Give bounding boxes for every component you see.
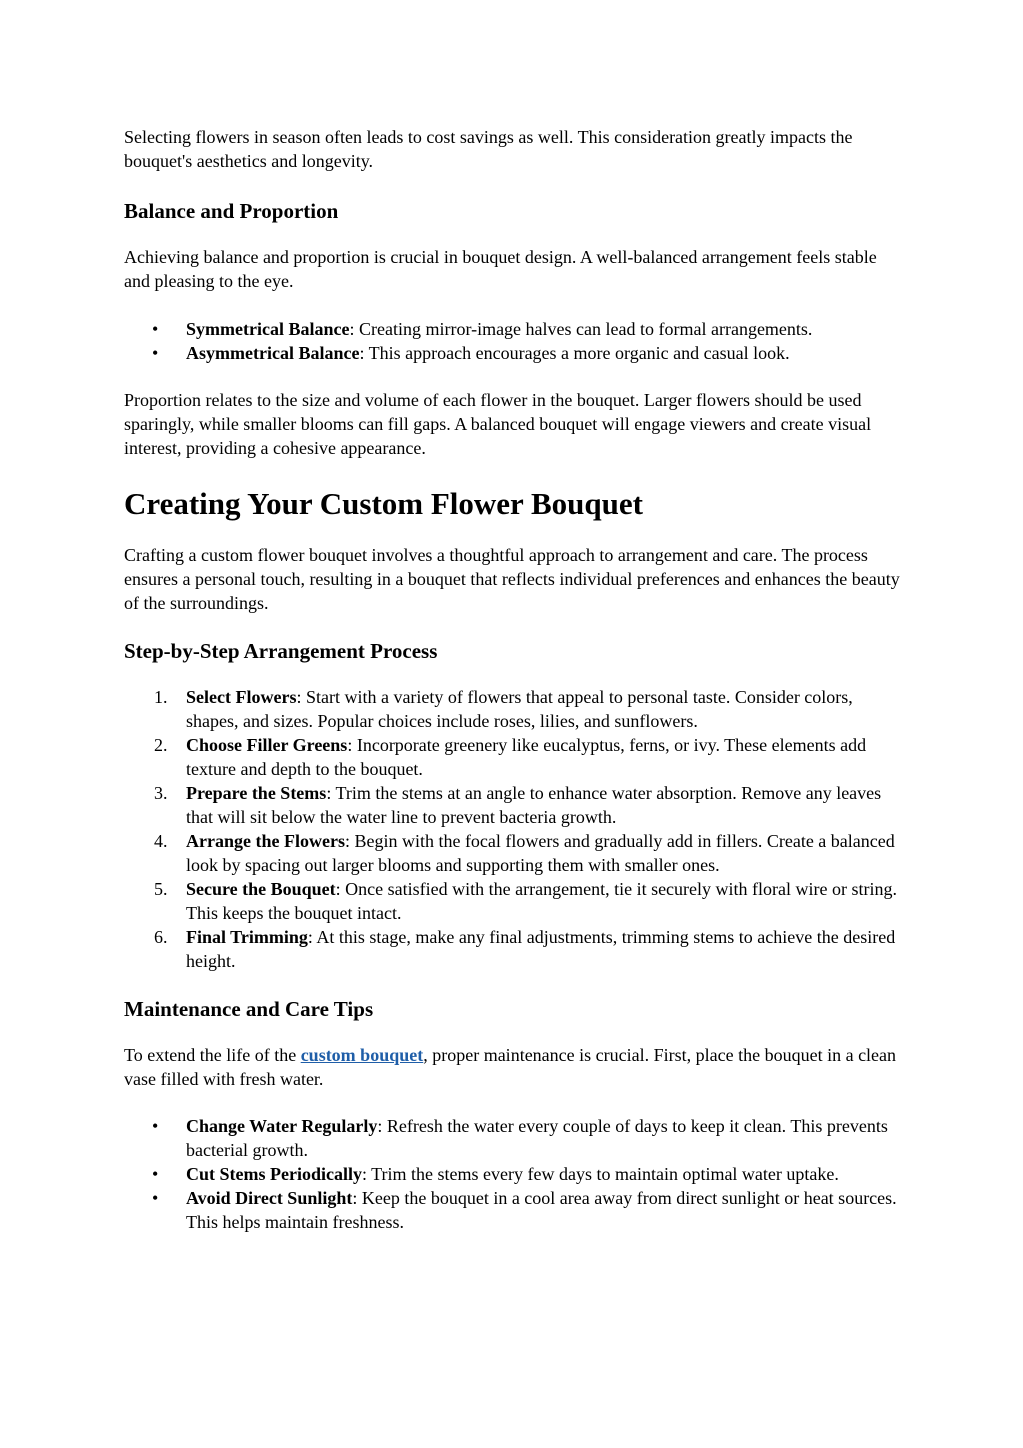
list-item-term: Cut Stems Periodically <box>186 1164 362 1184</box>
heading-balance-proportion: Balance and Proportion <box>124 199 339 223</box>
list-item-term: Symmetrical Balance <box>186 319 350 339</box>
list-item-text: : Keep the bouquet in a cool area away from direct sunlight or heat sources. This helps maintain freshness. <box>186 1188 897 1232</box>
list-item-term: Asymmetrical Balance <box>186 343 360 363</box>
list-item-term: Final Trimming <box>186 927 308 947</box>
list-item <box>124 925 904 973</box>
steps-list <box>124 685 904 973</box>
list-item <box>124 1162 904 1186</box>
balance-list <box>124 317 904 365</box>
list-item-term: Choose Filler Greens <box>186 735 348 755</box>
list-item <box>124 733 904 781</box>
list-item-text: : Creating mirror-image halves can lead to formal arrangements. <box>349 319 813 339</box>
intro-paragraph: Selecting flowers in season often leads to cost savings as well. This consideration greatly impacts the bouquet's aesthetics and longevity. <box>124 127 853 171</box>
list-item <box>124 1114 904 1162</box>
list-item-term: Prepare the Stems <box>186 783 327 803</box>
list-item-term: Secure the Bouquet <box>186 879 336 899</box>
creating-paragraph: Crafting a custom flower bouquet involves a thoughtful approach to arrangement and care. The process ensures a personal touch, resulting in a bouquet that reflects individual preferences and enhances the beauty of the surroundings. <box>124 545 900 613</box>
bullet-icon: • <box>152 343 159 363</box>
list-item <box>124 685 904 733</box>
heading-creating-custom-bouquet: Creating Your Custom Flower Bouquet <box>124 486 643 521</box>
heading-step-by-step: Step-by-Step Arrangement Process <box>124 639 438 663</box>
maintenance-paragraph <box>124 1043 904 1091</box>
list-item-text: : Trim the stems at an angle to enhance water absorption. Remove any leaves that will sit below the water line to prevent bacteria growth. <box>186 783 882 827</box>
list-item <box>124 781 904 829</box>
list-item-text: : Refresh the water every couple of days to keep it clean. This prevents bacterial growth. <box>186 1116 888 1160</box>
proportion-paragraph: Proportion relates to the size and volume of each flower in the bouquet. Larger flowers should be used sparingly, while smaller blooms can fill gaps. A balanced bouquet will engage viewers and create visual interest, providing a cohesive appearance. <box>124 390 872 458</box>
list-number: 5. <box>154 879 168 899</box>
document-page <box>124 123 904 1234</box>
list-item-text: : Once satisfied with the arrangement, tie it securely with floral wire or string. This keeps the bouquet intact. <box>186 879 897 923</box>
list-item-text: : This approach encourages a more organic and casual look. <box>359 343 790 363</box>
list-item-text: : Trim the stems every few days to maintain optimal water uptake. <box>361 1164 839 1184</box>
list-number: 1. <box>154 687 168 707</box>
balance-paragraph: Achieving balance and proportion is crucial in bouquet design. A well-balanced arrangement feels stable and pleasing to the eye. <box>124 247 877 291</box>
list-item-term: Arrange the Flowers <box>186 831 345 851</box>
list-item <box>124 341 904 365</box>
list-item-text: : Incorporate greenery like eucalyptus, ferns, or ivy. These elements add texture and depth to the bouquet. <box>186 735 867 779</box>
list-number: 2. <box>154 735 168 755</box>
bullet-icon: • <box>152 1188 159 1208</box>
list-item-term: Select Flowers <box>186 687 297 707</box>
list-item-text: : Begin with the focal flowers and gradually add in fillers. Create a balanced look by spacing out larger blooms and supporting them with smaller ones. <box>186 831 895 875</box>
list-item <box>124 877 904 925</box>
bullet-icon: • <box>152 1164 159 1184</box>
custom-bouquet-link[interactable]: custom bouquet <box>300 1045 424 1065</box>
maintenance-text-before: To extend the life of the <box>124 1045 301 1065</box>
list-number: 4. <box>154 831 168 851</box>
heading-maintenance-care: Maintenance and Care Tips <box>124 997 374 1021</box>
list-number: 6. <box>154 927 168 947</box>
list-item <box>124 1186 904 1234</box>
bullet-icon: • <box>152 319 159 339</box>
maintenance-text-after: , proper maintenance is crucial. First, place the bouquet in a clean vase filled with fresh water. <box>124 1045 897 1089</box>
list-item-term: Change Water Regularly <box>186 1116 378 1136</box>
bullet-icon: • <box>152 1116 159 1136</box>
list-item-text: : Start with a variety of flowers that appeal to personal taste. Consider colors, shapes, and sizes. Popular choices include roses, lilies, and sunflowers. <box>186 687 853 731</box>
list-item <box>124 829 904 877</box>
list-item-text: : At this stage, make any final adjustments, trimming stems to achieve the desired height. <box>186 927 896 971</box>
list-item-term: Avoid Direct Sunlight <box>186 1188 353 1208</box>
list-item <box>124 317 904 341</box>
list-number: 3. <box>154 783 168 803</box>
maintenance-list <box>124 1114 904 1234</box>
